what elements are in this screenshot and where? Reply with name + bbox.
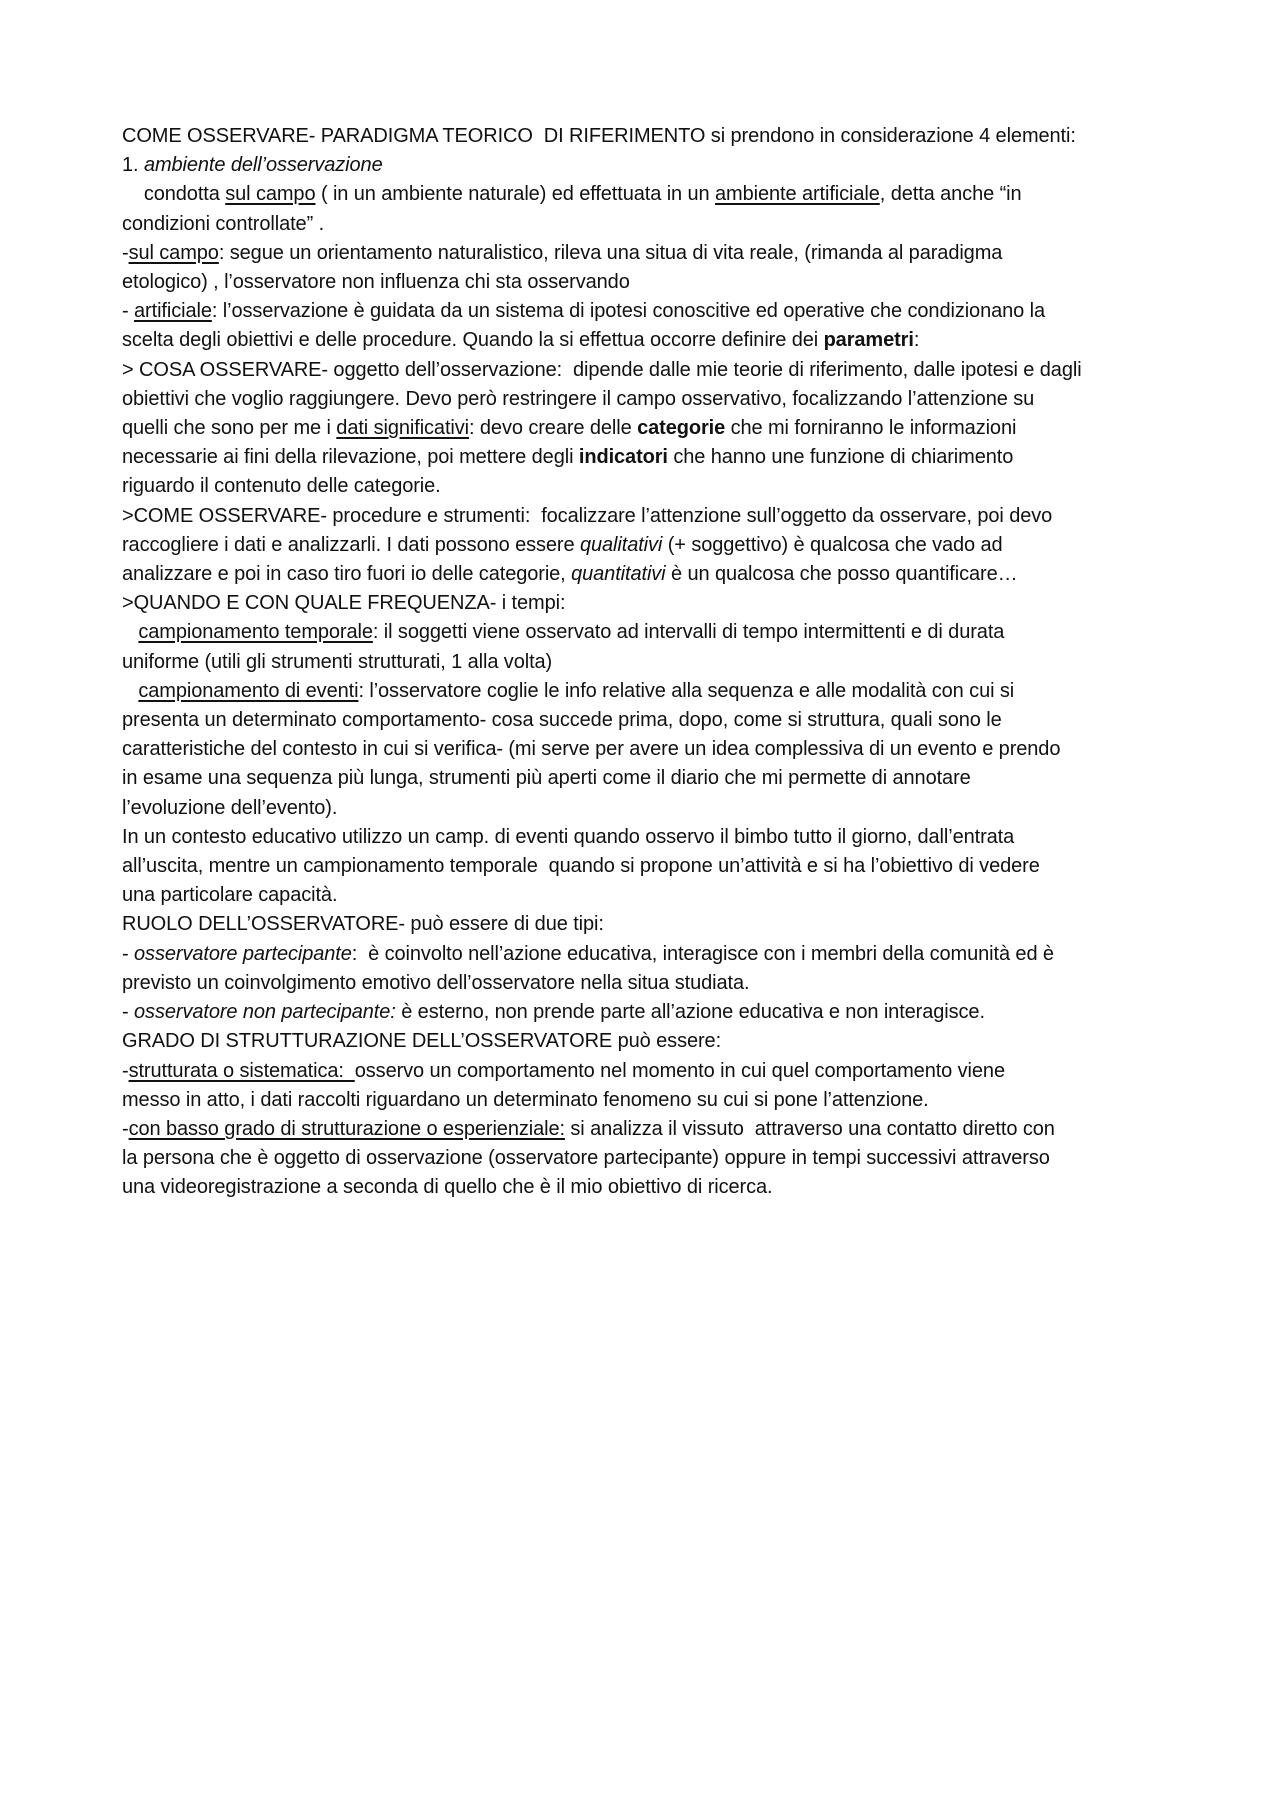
text-run — [122, 621, 138, 643]
text-run: : devo creare delle — [469, 417, 638, 440]
text-line — [122, 910, 1162, 939]
text-line — [122, 472, 1162, 501]
text-line — [122, 414, 1162, 443]
text-run: - — [122, 241, 129, 264]
underlined-text: campionamento temporale — [138, 621, 373, 644]
underlined-text: sul campo — [128, 241, 219, 264]
text-run: - — [122, 942, 135, 965]
text-run: raccogliere i dati e analizzarli. I dati possono essere — [122, 533, 580, 556]
text-run: in esame una sequenza più lunga, strumenti più aperti come il diario che mi permette di annotare — [122, 767, 971, 790]
text-line — [122, 1057, 1162, 1086]
text-line — [122, 443, 1162, 472]
underlined-text: con basso grado di strutturazione o esperienziale: — [128, 1117, 565, 1140]
text-run: In un contesto educativo utilizzo un camp. di eventi quando osservo il bimbo tutto il giorno, dall’entrata — [122, 825, 1015, 848]
text-run: uniforme (utili gli strumenti strutturati, 1 alla volta) — [122, 650, 553, 673]
text-line — [122, 823, 1162, 852]
text-run: etologico) , l’osservatore non influenza chi sta osservando — [122, 271, 630, 294]
bold-text: categorie — [637, 417, 726, 440]
text-line — [122, 677, 1162, 706]
underlined-text: artificiale — [134, 300, 212, 323]
text-line — [122, 1115, 1162, 1144]
text-line — [122, 268, 1162, 297]
text-run: GRADO DI STRUTTURAZIONE DELL’OSSERVATORE può essere: — [122, 1030, 722, 1053]
text-run: analizzare e poi in caso tiro fuori io delle categorie, — [122, 563, 572, 586]
text-line — [122, 648, 1162, 677]
text-run: è esterno, non prende parte all’azione educativa e non interagisce. — [395, 1001, 985, 1024]
text-line — [122, 881, 1162, 910]
text-line — [122, 794, 1162, 823]
text-run: ( in un ambiente naturale) ed effettuata in un — [315, 183, 716, 206]
italic-text: ambiente dell’osservazione — [143, 154, 383, 177]
text-line — [122, 735, 1162, 764]
bold-text: indicatori — [578, 446, 668, 469]
text-run: la persona che è oggetto di osservazione (osservatore partecipante) oppure in tempi successivi attraverso — [122, 1147, 1050, 1170]
text-run: >COME OSSERVARE- procedure e strumenti: focalizzare l’attenzione sull’oggetto da osservare, poi devo — [122, 504, 1053, 527]
text-run: condizioni controllate” . — [122, 212, 325, 235]
text-run: all’uscita, mentre un campionamento temporale quando si propone un’attività e si ha l’obiettivo di vedere — [122, 855, 1040, 878]
text-run: previsto un coinvolgimento emotivo dell’osservatore nella situa studiata. — [122, 971, 750, 994]
text-run: caratteristiche del contesto in cui si verifica- (mi serve per avere un idea complessiva di un evento e prendo — [122, 738, 1061, 761]
italic-text: osservatore partecipante — [134, 942, 352, 965]
text-run: messo in atto, i dati raccolti riguardano un determinato fenomeno su cui si pone l’attenzione. — [122, 1088, 929, 1111]
text-run: osservo un comportamento nel momento in cui quel comportamento viene — [354, 1059, 1005, 1082]
text-run: si analizza il vissuto attraverso una contatto diretto con — [564, 1117, 1055, 1140]
text-line — [122, 852, 1162, 881]
text-line — [122, 998, 1162, 1027]
text-line — [122, 326, 1162, 355]
text-line — [122, 239, 1162, 268]
text-line — [122, 589, 1162, 618]
text-run: obiettivi che voglio raggiungere. Devo però restringere il campo osservativo, focalizzando l’attenzione su — [122, 387, 1035, 410]
text-run: quelli che sono per me i — [122, 417, 337, 440]
italic-text: quantitativi — [571, 563, 666, 586]
text-line — [122, 618, 1162, 647]
text-line — [122, 1086, 1162, 1115]
text-run — [122, 680, 138, 702]
text-line — [122, 969, 1162, 998]
text-run: : il soggetti viene osservato ad intervalli di tempo intermittenti e di durata — [372, 621, 1005, 644]
text-run: - — [122, 1117, 129, 1140]
text-run: l’evoluzione dell’evento). — [122, 796, 338, 819]
text-run: - — [122, 1001, 135, 1024]
text-run: 1. — [122, 154, 144, 177]
text-line — [122, 706, 1162, 735]
italic-text: osservatore non partecipante: — [134, 1001, 396, 1024]
text-line — [122, 1144, 1162, 1173]
text-line — [122, 122, 1162, 151]
text-line — [122, 940, 1162, 969]
underlined-text: sul campo — [225, 183, 316, 206]
text-run: : l’osservatore coglie le info relative alla sequenza e alle modalità con cui si — [358, 679, 1015, 702]
underlined-text: ambiente artificiale — [715, 183, 880, 206]
text-run: condotta — [122, 183, 226, 206]
text-run: : — [913, 329, 920, 352]
text-run: : è coinvolto nell’azione educativa, interagisce con i membri della comunità ed è — [351, 942, 1054, 965]
text-run: > COSA OSSERVARE- oggetto dell’osservazione: dipende dalle mie teorie di riferimento, dalle ipotesi e dagli — [122, 358, 1082, 381]
underlined-text: dati significativi — [336, 417, 469, 440]
text-run: una particolare capacità. — [122, 884, 338, 907]
text-line — [122, 531, 1162, 560]
text-run: scelta degli obiettivi e delle procedure. Quando la si effettua occorre definire dei — [122, 329, 824, 352]
text-run: una videoregistrazione a seconda di quello che è il mio obiettivo di ricerca. — [122, 1176, 773, 1199]
text-line — [122, 1173, 1162, 1202]
text-run: COME OSSERVARE- PARADIGMA TEORICO DI RIFERIMENTO si prendono in considerazione 4 elementi: — [122, 125, 1076, 147]
text-run: necessarie ai fini della rilevazione, poi mettere degli — [122, 446, 579, 469]
text-run: che hanno une funzione di chiarimento — [667, 446, 1014, 469]
text-line — [122, 502, 1162, 531]
text-run: : l’osservazione è guidata da un sistema di ipotesi conoscitive ed operative che condizionano la — [211, 300, 1045, 323]
text-run: - — [122, 1059, 129, 1082]
underlined-text: strutturata o sistematica: — [128, 1059, 355, 1082]
text-run: , detta anche “in — [879, 183, 1022, 206]
text-run: (+ soggettivo) è qualcosa che vado ad — [662, 533, 1003, 556]
text-run: RUOLO DELL’OSSERVATORE- può essere di due tipi: — [122, 913, 604, 936]
bold-text: parametri — [823, 329, 914, 352]
text-line — [122, 297, 1162, 326]
text-run: >QUANDO E CON QUALE FREQUENZA- i tempi: — [122, 592, 566, 615]
text-line — [122, 151, 1162, 180]
text-line — [122, 1027, 1162, 1056]
text-line — [122, 356, 1162, 385]
text-run: è un qualcosa che posso quantificare… — [665, 563, 1018, 586]
text-run: riguardo il contenuto delle categorie. — [122, 475, 441, 498]
text-run: che mi forniranno le informazioni — [725, 417, 1017, 440]
italic-text: qualitativi — [579, 533, 663, 556]
text-run: presenta un determinato comportamento- cosa succede prima, dopo, come si struttura, quali sono le — [122, 709, 1002, 732]
text-line — [122, 560, 1162, 589]
text-run: : segue un orientamento naturalistico, rileva una situa di vita reale, (rimanda al paradigma — [218, 241, 1003, 264]
text-line — [122, 180, 1162, 209]
document-body — [122, 122, 1162, 1203]
text-line — [122, 385, 1162, 414]
text-line — [122, 764, 1162, 793]
text-line — [122, 210, 1162, 239]
underlined-text: campionamento di eventi — [138, 679, 359, 702]
text-run: - — [122, 300, 135, 323]
